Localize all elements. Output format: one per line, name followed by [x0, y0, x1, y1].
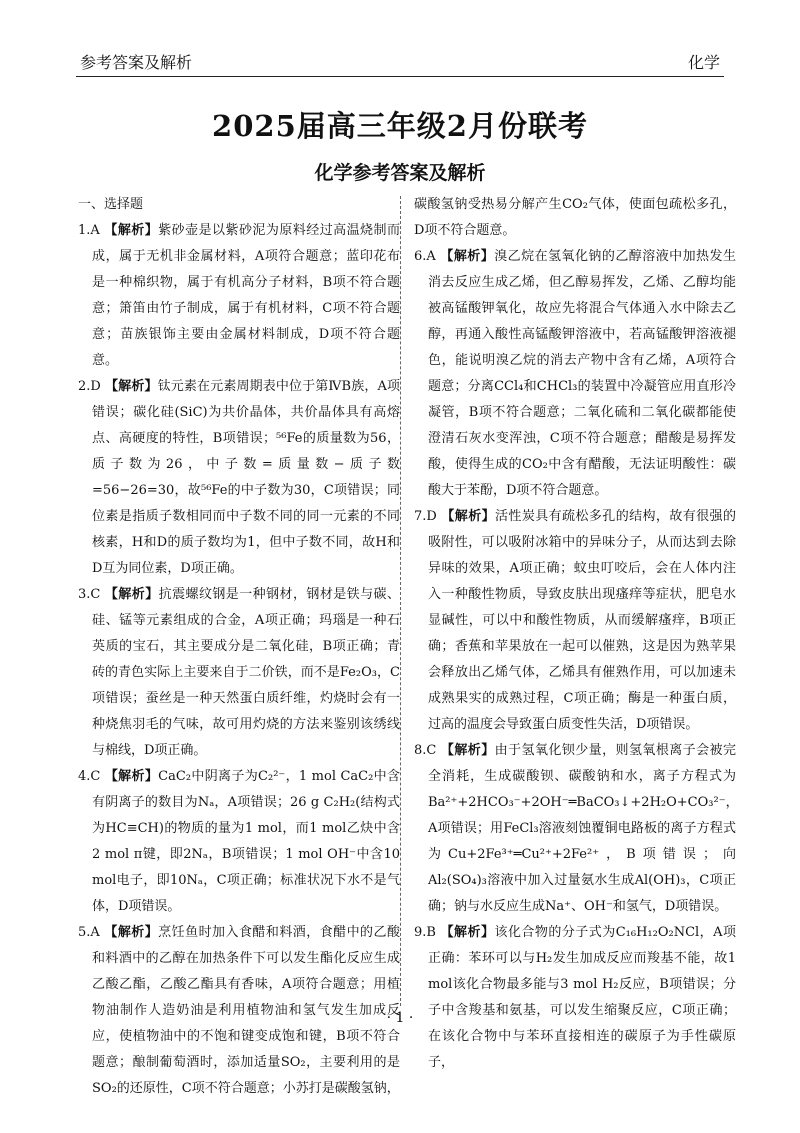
answer-number: 7.	[414, 509, 427, 524]
analysis-tag: 【解析】	[104, 769, 159, 784]
analysis-tag: 【解析】	[441, 509, 496, 524]
analysis-text: 紫砂壶是以紫砂泥为原料经过高温烧制而成，属于无机非金属材料，A项符合题意；蓝印花布是一种棉织物，属于有机高分子材料，B项不符合题意；箫笛由竹子制成，属于有机材料，C项不符合题意；苗族银饰主要由金属材料制成，D项不符合题意。	[92, 223, 400, 368]
analysis-tag: 【解析】	[104, 925, 159, 940]
answer-number: 6.	[414, 249, 427, 264]
answer-choice: C	[90, 587, 105, 602]
answer-number: 9.	[414, 925, 427, 940]
analysis-tag: 【解析】	[440, 249, 495, 264]
right-column	[414, 192, 739, 1076]
answer-item	[78, 218, 400, 374]
page-title: 2025届高三年级2月份联考	[212, 109, 588, 143]
answer-item	[414, 244, 736, 504]
analysis-text: 碳酸氢钠受热易分解产生CO₂气体，使面包疏松多孔，D项不符合题意。	[414, 197, 736, 238]
answer-number: 2.	[78, 379, 91, 394]
analysis-tag: 【解析】	[105, 379, 158, 394]
analysis-text: 由于氢氧化钡少量，则氢氧根离子会被完全消耗，生成碳酸钡、碳酸钠和水，离子方程式为Ba²⁺+2HCO₃⁻+2OH⁻═BaCO₃↓+2H₂O+CO₃²⁻，A项错误；用FeCl₃溶液刻蚀覆铜电路板的离子方程式为Cu+2Fe³⁺═Cu²⁺+2Fe²⁺，B项错误；向Al₂(SO₄)₃溶液中加入过量氨水生成Al(OH)₃，C项正确；钠与水反应生成Na⁺、OH⁻和氢气，D项错误。	[428, 743, 739, 914]
answer-item	[78, 764, 400, 920]
answer-item	[414, 738, 739, 920]
analysis-tag: 【解析】	[440, 743, 495, 758]
analysis-tag: 【解析】	[440, 925, 495, 940]
answer-item	[78, 582, 400, 764]
header-subject: 化学	[687, 53, 720, 72]
left-column	[78, 192, 400, 1102]
analysis-tag: 【解析】	[104, 587, 159, 602]
page-header	[76, 48, 724, 77]
header-left-text: 参考答案及解析	[80, 53, 193, 72]
analysis-text: 该化合物的分子式为C₁₆H₁₂O₂NCl，A项正确：苯环可以与H₂发生加成反应而羧基不能，故1 mol该化合物最多能与3 mol H₂反应，B项错误；分子中含羧基和氨基，可以发生缩聚反应，C项正确；在该化合物中与苯环直接相连的碳原子为手性碳原子，	[428, 925, 736, 1070]
analysis-text: 溴乙烷在氢氧化钠的乙醇溶液中加热发生消去反应生成乙烯，但乙醇易挥发，乙烯、乙醇均能被高锰酸钾氧化，故应先将混合气体通入水中除去乙醇，再通入酸性高锰酸钾溶液中，若高锰酸钾溶液褪色，能说明溴乙烷的消去产物中含有乙烯，A项符合题意；分离CCl₄和CHCl₃的装置中冷凝管应用直形冷凝管，B项不符合题意；二氧化硫和二氧化碳都能使澄清石灰水变浑浊，C项不符合题意；醋酸是易挥发酸，使得生成的CO₂中含有醋酸，无法证明酸性：碳酸大于苯酚，D项不符合题意。	[428, 249, 736, 498]
answer-choice: A	[426, 249, 441, 264]
answer-choice: A	[90, 925, 105, 940]
answer-choice: A	[90, 223, 105, 238]
column-divider	[400, 196, 401, 1006]
answer-choice: D	[90, 379, 106, 394]
answer-item	[414, 192, 736, 244]
analysis-text: CaC₂中阴离子为C₂²⁻，1 mol CaC₂中含有阴离子的数目为Nₐ，A项错误；26 g C₂H₂(结构式为HC≡CH)的物质的量为1 mol，而1 mol乙炔中含2 mol π键，即2Nₐ，B项错误；1 mol OH⁻中含10 mol电子，即10Nₐ，C项正确；标准状况下水不是气体，D项错误。	[92, 769, 400, 914]
answer-item	[78, 374, 400, 582]
answer-choice: D	[426, 509, 442, 524]
answer-choice: C	[426, 743, 441, 758]
analysis-text: 烹饪鱼时加入食醋和料酒，食醋中的乙酸和料酒中的乙醇在加热条件下可以发生酯化反应生成乙酸乙酯，乙酸乙酯具有香味，A项符合题意；用植物油制作人造奶油是利用植物油和氢气发生加成反应，使植物油中的不饱和键变成饱和键，B项不符合题意；酿制葡萄酒时，添加适量SO₂，主要利用的是SO₂的还原性，C项不符合题意；小苏打是碳酸氢钠，	[92, 925, 400, 1096]
answer-number: 5.	[78, 925, 91, 940]
analysis-tag: 【解析】	[104, 223, 159, 238]
page-number: · 1 ·	[386, 1010, 414, 1026]
answer-number: 3.	[78, 587, 91, 602]
page-subtitle: 化学参考答案及解析	[314, 162, 486, 184]
answer-item	[414, 504, 736, 738]
analysis-text: 抗震螺纹钢是一种钢材，钢材是铁与碳、硅、锰等元素组成的合金，A项正确；玛瑙是一种石英质的宝石，其主要成分是二氧化硅，B项正确；青砖的青色实际上主要来自于二价铁，而不是Fe₂O₃，C项错误；蚕丝是一种天然蛋白质纤维，灼烧时会有一种烧焦羽毛的气味，故可用灼烧的方法来鉴别该绣线与棉线，D项正确。	[92, 587, 400, 758]
analysis-text: 钛元素在元素周期表中位于第ⅣB族，A项错误；碳化硅(SiC)为共价晶体，共价晶体具有高熔点、高硬度的特性，B项错误；⁵⁶Fe的质量数为56，质子数为26，中子数=质量数−质子数=56−26=30，故⁵⁶Fe的中子数为30，C项错误；同位素是指质子数相同而中子数不同的同一元素的不同核素，H和D的质子数均为1，但中子数不同，故H和D互为同位素，D项正确。	[92, 379, 400, 576]
analysis-text: 活性炭具有疏松多孔的结构，故有很强的吸附性，可以吸附冰箱中的异味分子，从而达到去除异味的效果，A项正确；蚊虫叮咬后，会在人体内注入一种酸性物质，导致皮肤出现瘙痒等症状，肥皂水显碱性，可以中和酸性物质，从而缓解瘙痒，B项正确；香蕉和苹果放在一起可以催熟，这是因为熟苹果会释放出乙烯气体，乙烯具有催熟作用，可以加速未成熟果实的成熟过程，C项正确；酶是一种蛋白质，过高的温度会导致蛋白质变性失活，D项错误。	[428, 509, 736, 732]
answer-number: 8.	[414, 743, 427, 758]
answer-choice: B	[426, 925, 441, 940]
answer-choice: C	[90, 769, 105, 784]
section-heading: 一、选择题	[78, 197, 144, 212]
answer-number: 1.	[78, 223, 91, 238]
answer-item	[414, 920, 736, 1076]
answer-number: 4.	[78, 769, 91, 784]
